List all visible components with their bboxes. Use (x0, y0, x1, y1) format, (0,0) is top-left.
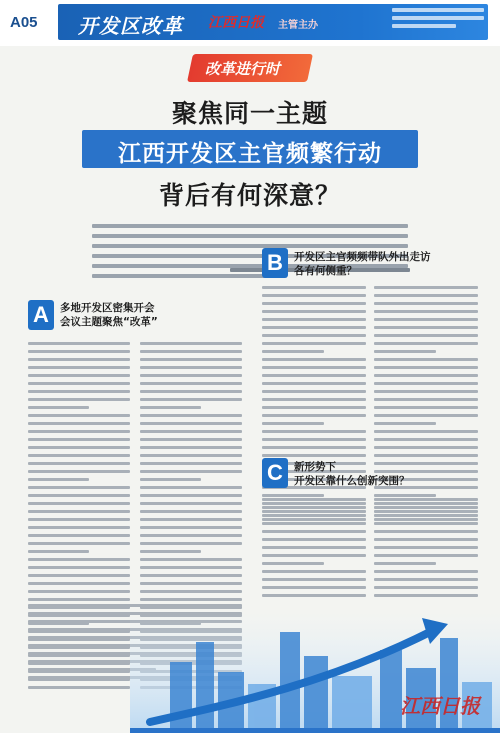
text-line (262, 286, 366, 289)
text-line (374, 430, 478, 433)
text-line (262, 514, 366, 517)
text-line (374, 366, 478, 369)
text-line (140, 518, 242, 521)
text-line (140, 446, 242, 449)
text-line (140, 526, 242, 529)
text-line (140, 478, 201, 481)
text-line (28, 550, 89, 553)
newspaper-logo: 江西日报 (208, 15, 264, 31)
text-line (28, 454, 130, 457)
text-line (140, 366, 242, 369)
text-line (374, 302, 478, 305)
text-line (262, 446, 366, 449)
text-line (28, 438, 130, 441)
text-line (140, 534, 242, 537)
text-line (374, 294, 478, 297)
text-line (28, 502, 130, 505)
text-line (262, 350, 324, 353)
section-c-title: 新形势下 开发区靠什么创新突围？ (294, 461, 410, 487)
text-line (262, 406, 366, 409)
section-c-badge: C (262, 458, 288, 488)
text-line (140, 350, 242, 353)
text-line (140, 414, 242, 417)
headline-line-3: 背后有何深意？ (158, 181, 341, 210)
text-line (262, 318, 366, 321)
section-b-title: 开发区主官频频带队外出走访 各有何侧重？ (294, 251, 431, 277)
text-line (28, 430, 130, 433)
text-line (28, 590, 130, 593)
headline-line-1: 聚焦同一主题 (171, 99, 328, 128)
text-line (28, 470, 130, 473)
section-a-badge: A (28, 300, 54, 330)
text-line (262, 506, 366, 509)
text-line (262, 294, 366, 297)
text-line (262, 302, 366, 305)
text-line (374, 374, 478, 377)
text-line (28, 558, 130, 561)
text-line (140, 566, 242, 569)
text-line (262, 334, 366, 337)
text-line (374, 562, 436, 565)
text-line (262, 498, 366, 501)
text-line (140, 390, 242, 393)
text-line (28, 406, 89, 409)
text-line (374, 358, 478, 361)
text-line (374, 530, 478, 533)
text-line (262, 530, 366, 533)
text-line (28, 446, 130, 449)
text-line (28, 574, 130, 577)
text-line (374, 522, 478, 525)
text-line (28, 358, 130, 361)
text-line (374, 286, 478, 289)
tagline: 主管主办 (278, 20, 318, 31)
text-line (262, 522, 366, 525)
section-a-title: 多地开发区密集开会 会议主题聚焦“改革” (60, 302, 158, 328)
text-line (140, 374, 242, 377)
text-line (28, 366, 130, 369)
text-line (262, 366, 366, 369)
text-line (374, 406, 478, 409)
text-line (28, 494, 130, 497)
text-line (262, 546, 366, 549)
text-line (262, 438, 366, 441)
text-line (374, 334, 478, 337)
text-line (374, 390, 478, 393)
text-line (28, 414, 130, 417)
text-line (140, 494, 242, 497)
text-line (28, 422, 130, 425)
text-line (28, 398, 130, 401)
text-line (374, 350, 436, 353)
text-line (140, 558, 242, 561)
text-line (140, 398, 242, 401)
column-label: 改革进行时 (205, 60, 281, 78)
page-number: A05 (10, 14, 38, 31)
header-meta (392, 8, 484, 32)
text-line (374, 546, 478, 549)
watermark: 江西日报 (400, 694, 480, 718)
text-line (28, 542, 130, 545)
masthead (0, 0, 500, 46)
text-line (262, 422, 324, 425)
text-line (262, 554, 366, 557)
text-line (262, 562, 324, 565)
text-line (374, 446, 478, 449)
text-line (140, 382, 242, 385)
text-line (374, 414, 478, 417)
text-line (374, 538, 478, 541)
text-line (28, 390, 130, 393)
section-title: 开发区改革 (78, 14, 183, 38)
text-line (28, 566, 130, 569)
text-line (374, 498, 478, 501)
text-line (374, 554, 478, 557)
text-line (262, 374, 366, 377)
text-line (140, 422, 242, 425)
text-line (28, 374, 130, 377)
text-line (262, 382, 366, 385)
text-line (374, 318, 478, 321)
text-line (140, 454, 242, 457)
text-line (262, 398, 366, 401)
section-b-badge: B (262, 248, 288, 278)
text-line (140, 542, 242, 545)
text-line (140, 358, 242, 361)
text-line (374, 438, 478, 441)
text-line (28, 518, 130, 521)
text-line (262, 454, 366, 457)
text-line (374, 514, 478, 517)
text-line (262, 310, 366, 313)
section-b-column-1 (262, 286, 366, 526)
text-line (140, 342, 242, 345)
text-line (374, 454, 478, 457)
text-line (28, 582, 130, 585)
text-line (262, 494, 324, 497)
section-b-column-2 (374, 286, 478, 526)
text-line (28, 526, 130, 529)
text-line (140, 510, 242, 513)
text-line (28, 598, 130, 601)
text-line (28, 686, 130, 689)
text-line (374, 398, 478, 401)
text-line (374, 342, 478, 345)
text-line (262, 414, 366, 417)
text-line (262, 342, 366, 345)
text-line (262, 430, 366, 433)
text-line (28, 342, 130, 345)
text-line (140, 550, 201, 553)
text-line (28, 350, 130, 353)
text-line (140, 430, 242, 433)
text-line (140, 486, 242, 489)
text-line (28, 478, 89, 481)
text-line (374, 506, 478, 509)
text-line (262, 326, 366, 329)
headline-line-2: 江西开发区主官频繁行动 (118, 141, 382, 167)
text-line (28, 510, 130, 513)
text-line (28, 462, 130, 465)
text-line (262, 538, 366, 541)
text-line (262, 358, 366, 361)
text-line (374, 326, 478, 329)
text-line (374, 494, 436, 497)
text-line (28, 534, 130, 537)
text-line (140, 502, 242, 505)
text-line (140, 406, 201, 409)
text-line (140, 470, 242, 473)
text-line (28, 486, 130, 489)
text-line (140, 438, 242, 441)
text-line (262, 390, 366, 393)
text-line (374, 310, 478, 313)
text-line (28, 382, 130, 385)
text-line (140, 462, 242, 465)
text-line (374, 382, 478, 385)
text-line (374, 422, 436, 425)
